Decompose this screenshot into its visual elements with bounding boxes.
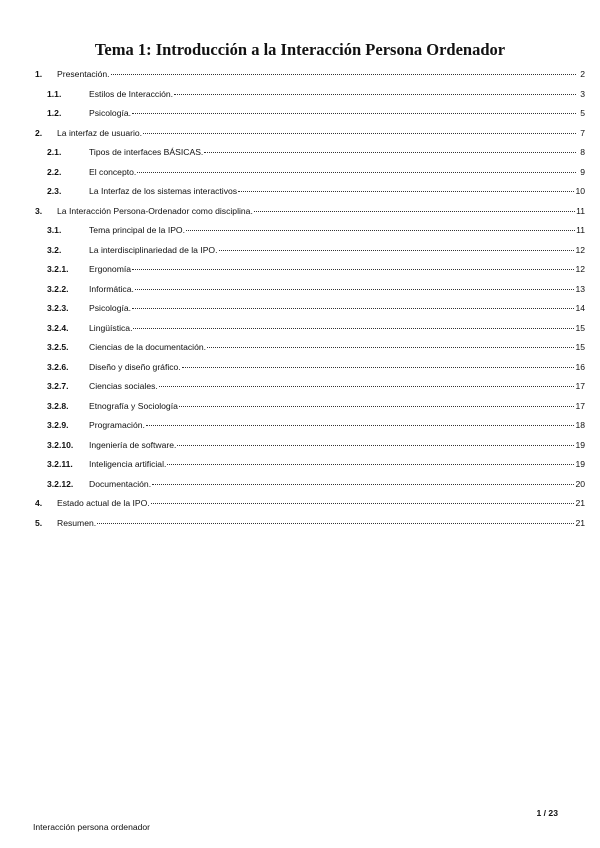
- toc-number: 3.2.2.: [47, 283, 69, 294]
- toc-page: 11: [576, 225, 585, 235]
- toc-number: 3.2.12.: [47, 478, 74, 489]
- toc-text: Informática.: [89, 283, 134, 294]
- toc-number: 2.1.: [47, 147, 62, 157]
- toc-leader: [143, 132, 576, 134]
- page-number: 1 / 23: [536, 808, 558, 818]
- toc-page: 8: [580, 147, 585, 157]
- toc-leader: [254, 210, 575, 212]
- toc-entry[interactable]: [35, 221, 585, 241]
- toc-number: 2.2.: [47, 166, 62, 177]
- toc-text: Programación.: [89, 420, 145, 430]
- toc-page: 21: [575, 498, 585, 508]
- toc-page: 19: [575, 439, 585, 450]
- toc-page: 5: [580, 108, 585, 118]
- toc-entry[interactable]: [35, 455, 585, 475]
- toc-text: Estilos de Interacción.: [89, 88, 174, 99]
- toc-entry[interactable]: [35, 280, 585, 300]
- toc-text: Ingeniería de software.: [89, 439, 177, 450]
- toc-page: 9: [580, 166, 585, 177]
- toc-number: 3.2.4.: [47, 322, 69, 333]
- toc-number: 3.2.11.: [47, 459, 73, 469]
- toc-entry[interactable]: [35, 475, 585, 495]
- toc-number: 3.2.6.: [47, 361, 69, 372]
- toc-number: 3.2.3.: [47, 303, 69, 313]
- toc-number: 2.3.: [47, 186, 62, 196]
- toc-text: La Interacción Persona-Ordenador como disciplina.: [57, 205, 253, 216]
- toc-entry[interactable]: [35, 202, 585, 222]
- toc-entry[interactable]: [35, 241, 585, 261]
- toc-leader: [159, 385, 575, 387]
- toc-page: 15: [575, 342, 585, 352]
- toc-leader: [174, 93, 576, 95]
- toc-text: La interfaz de usuario.: [57, 127, 143, 138]
- toc-number: 1.1.: [47, 88, 62, 99]
- toc-leader: [137, 171, 576, 173]
- toc-page: 7: [580, 127, 585, 138]
- toc-entry[interactable]: [35, 338, 585, 358]
- toc-number: 2.: [35, 127, 43, 138]
- toc-leader: [207, 346, 574, 348]
- toc-page: 16: [575, 361, 585, 372]
- toc-leader: [167, 463, 574, 465]
- toc-text: Etnografía y Sociología: [89, 400, 178, 411]
- toc-number: 3.2.9.: [47, 420, 69, 430]
- toc-entry[interactable]: [35, 299, 585, 319]
- toc-leader: [151, 502, 575, 504]
- toc-leader: [132, 268, 574, 270]
- toc-number: 4.: [35, 498, 43, 508]
- toc-leader: [132, 112, 576, 114]
- toc-page: 11: [576, 205, 585, 216]
- toc-page: 15: [575, 322, 585, 333]
- toc-page: 14: [575, 303, 585, 313]
- toc-text: Lingüística.: [89, 322, 133, 333]
- toc-leader: [186, 229, 575, 231]
- toc-leader: [133, 327, 574, 329]
- toc-entry[interactable]: [35, 319, 585, 339]
- toc-text: Resumen.: [57, 517, 97, 528]
- toc-text: Presentación.: [57, 69, 110, 79]
- toc-entry[interactable]: [35, 436, 585, 456]
- toc-number: 3.2.1.: [47, 264, 69, 274]
- toc-number: 3.1.: [47, 225, 62, 235]
- toc-number: 3.: [35, 205, 43, 216]
- toc-number: 3.2.5.: [47, 342, 69, 352]
- toc-text: Psicología.: [89, 303, 132, 313]
- toc-text: Ergonomía: [89, 264, 132, 274]
- toc-text: Documentación.: [89, 478, 152, 489]
- toc-leader: [132, 307, 574, 309]
- toc-entry[interactable]: [35, 514, 585, 534]
- toc-number: 1.2.: [47, 108, 62, 118]
- toc-text: Estado actual de la IPO.: [57, 498, 150, 508]
- toc-number: 3.2.: [47, 244, 62, 255]
- toc-page: 17: [575, 400, 585, 411]
- toc-entry[interactable]: [35, 124, 585, 144]
- page-footer: Interacción persona ordenador: [33, 822, 151, 832]
- toc-entry[interactable]: [35, 182, 585, 202]
- toc-leader: [97, 522, 574, 524]
- toc-text: La interdisciplinariedad de la IPO.: [89, 244, 218, 255]
- toc-entry[interactable]: [35, 358, 585, 378]
- toc-number: 3.2.7.: [47, 381, 69, 391]
- toc-text: Psicología.: [89, 108, 132, 118]
- toc-entry[interactable]: [35, 65, 585, 85]
- toc-entry[interactable]: [35, 494, 585, 514]
- toc-leader: [204, 151, 576, 153]
- toc-text: Inteligencia artificial.: [89, 459, 167, 469]
- toc-leader: [179, 405, 575, 407]
- page-title: Tema 1: Introducción a la Interacción Persona Ordenador: [94, 40, 506, 59]
- toc-text: La Interfaz de los sistemas interactivos: [89, 186, 238, 196]
- toc-number: 3.2.8.: [47, 400, 69, 411]
- toc-entry[interactable]: [35, 104, 585, 124]
- toc-page: 13: [575, 283, 585, 294]
- toc-text: Diseño y diseño gráfico.: [89, 361, 181, 372]
- toc-leader: [152, 483, 574, 485]
- toc-leader: [111, 73, 576, 75]
- toc-entry[interactable]: [35, 163, 585, 183]
- toc-number: 5.: [35, 517, 43, 528]
- toc-page: 2: [580, 69, 585, 79]
- toc-page: 12: [575, 244, 585, 255]
- toc-leader: [135, 288, 575, 290]
- toc-page: 20: [575, 478, 585, 489]
- toc-text: Ciencias sociales.: [89, 381, 158, 391]
- toc-leader: [219, 249, 575, 251]
- toc-page: 17: [575, 381, 585, 391]
- toc-entry[interactable]: [35, 377, 585, 397]
- toc-entry[interactable]: [35, 85, 585, 105]
- toc-leader: [238, 190, 574, 192]
- toc-entry[interactable]: [35, 260, 585, 280]
- toc-entry[interactable]: [35, 143, 585, 163]
- toc-number: 1.: [35, 69, 43, 79]
- toc-page: 19: [575, 459, 585, 469]
- toc-leader: [182, 366, 575, 368]
- toc-page: 12: [575, 264, 585, 274]
- table-of-contents: [35, 65, 585, 533]
- toc-text: El concepto.: [89, 166, 137, 177]
- toc-text: Tema principal de la IPO.: [89, 225, 186, 235]
- toc-entry[interactable]: [35, 397, 585, 417]
- toc-text: Ciencias de la documentación.: [89, 342, 207, 352]
- toc-entry[interactable]: [35, 416, 585, 436]
- toc-page: 21: [575, 517, 585, 528]
- toc-page: 18: [575, 420, 585, 430]
- toc-text: Tipos de interfaces BÁSICAS.: [89, 147, 204, 157]
- toc-leader: [146, 424, 575, 426]
- toc-page: 3: [580, 88, 585, 99]
- toc-page: 10: [575, 186, 585, 196]
- toc-number: 3.2.10.: [47, 439, 74, 450]
- toc-leader: [177, 444, 574, 446]
